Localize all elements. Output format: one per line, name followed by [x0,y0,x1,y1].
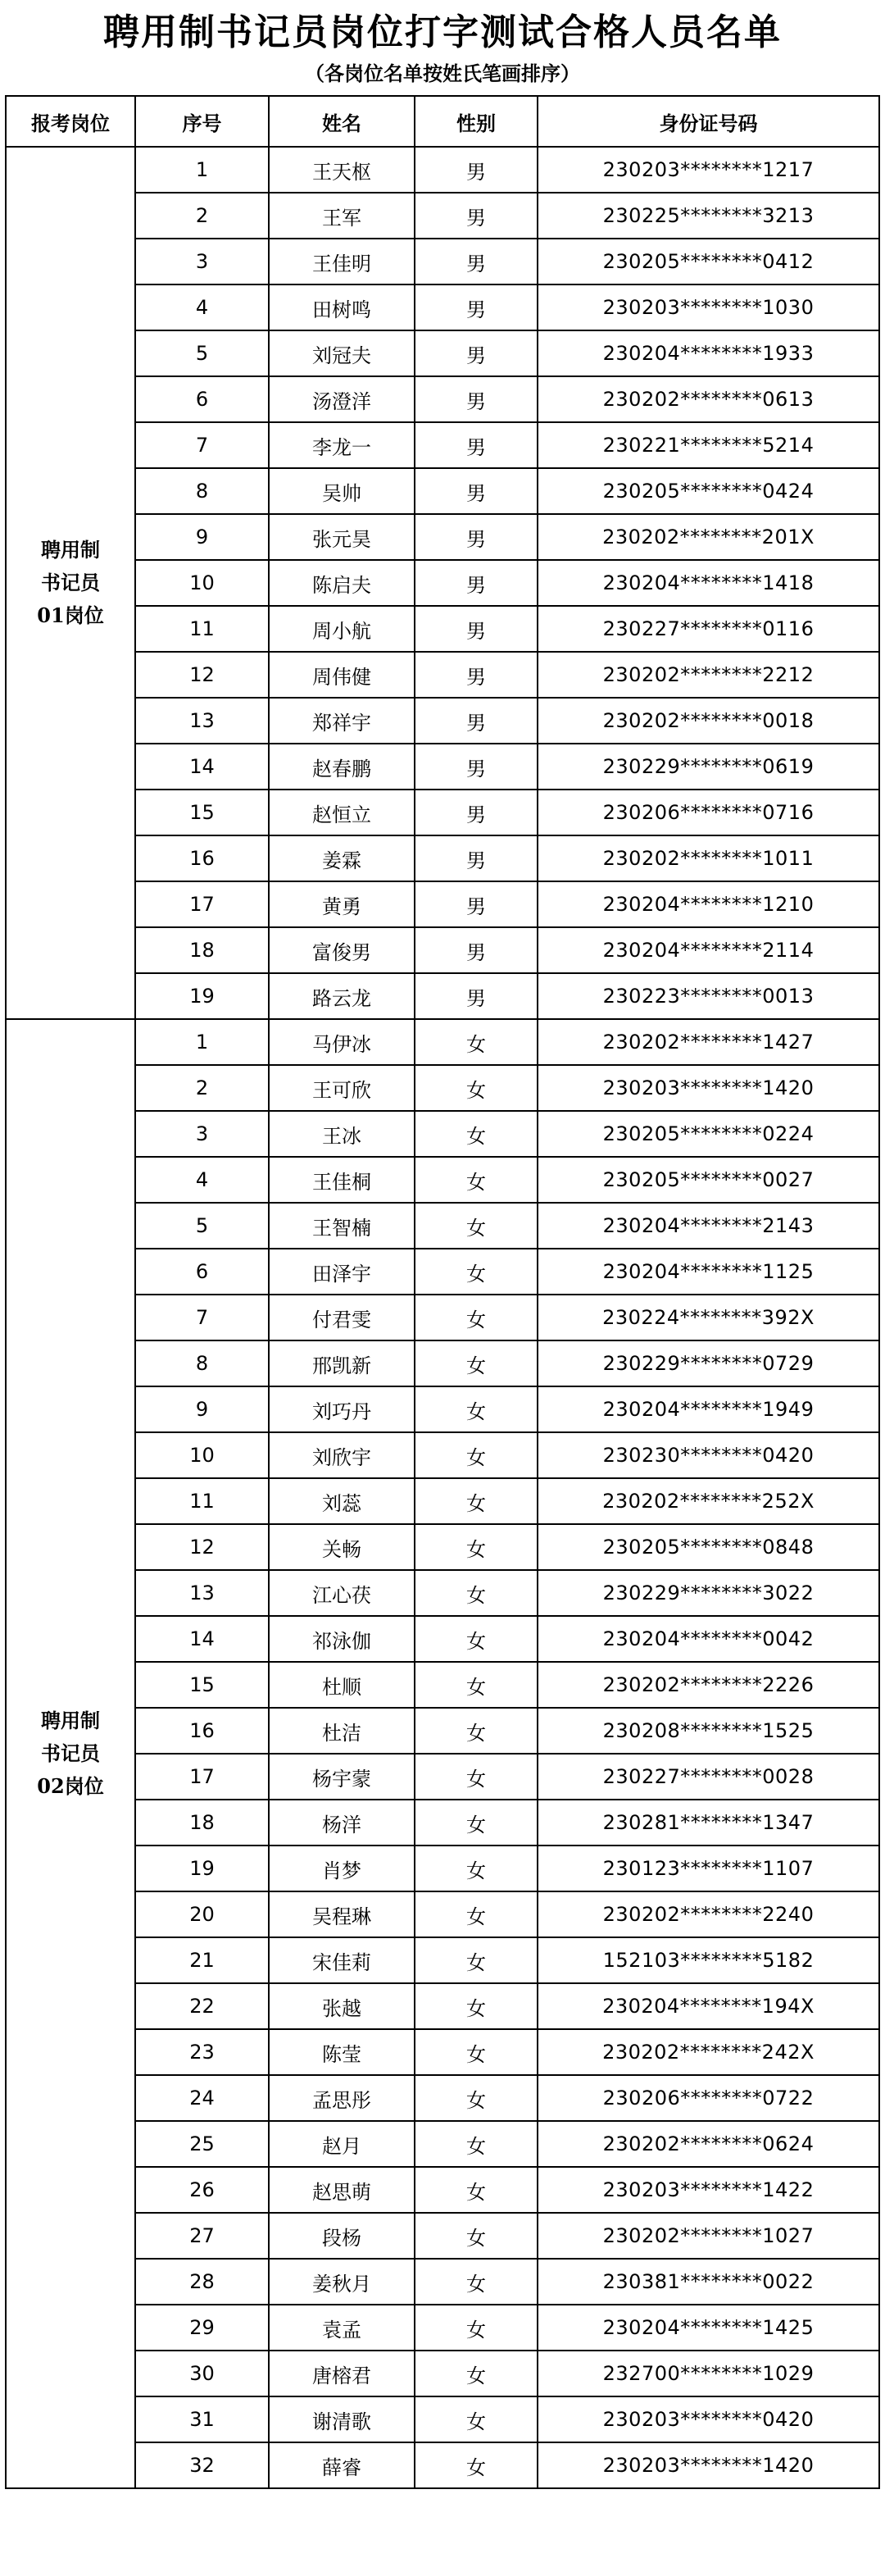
table-row [6,973,879,1019]
header-name: 姓名 [269,96,415,147]
table-row [6,927,879,973]
gender-cell: 女 [415,1203,538,1249]
seq-cell: 4 [135,1157,269,1203]
table-row [6,1570,879,1616]
id-number-cell: 230202********2240 [538,1891,879,1937]
name-cell: 刘蕊 [269,1478,415,1524]
table-row [6,2305,879,2351]
id-number-cell: 230204********1933 [538,330,879,376]
gender-cell: 女 [415,1800,538,1846]
gender-cell: 女 [415,2351,538,2396]
name-cell: 汤澄洋 [269,376,415,422]
seq-cell: 15 [135,1662,269,1708]
seq-cell: 32 [135,2442,269,2488]
name-cell: 孟思彤 [269,2075,415,2121]
gender-cell: 男 [415,973,538,1019]
gender-cell: 男 [415,835,538,881]
name-cell: 赵月 [269,2121,415,2167]
id-number-cell: 152103********5182 [538,1937,879,1983]
name-cell: 富俊男 [269,927,415,973]
table-row [6,2259,879,2305]
id-number-cell: 230204********1425 [538,2305,879,2351]
seq-cell: 20 [135,1891,269,1937]
table-row [6,1249,879,1295]
seq-cell: 31 [135,2396,269,2442]
name-cell: 杜顺 [269,1662,415,1708]
seq-cell: 29 [135,2305,269,2351]
id-number-cell: 230203********1422 [538,2167,879,2213]
table-row [6,2167,879,2213]
table-row [6,1616,879,1662]
id-number-cell: 230204********194X [538,1983,879,2029]
gender-cell: 女 [415,1249,538,1295]
seq-cell: 30 [135,2351,269,2396]
table-row [6,422,879,468]
table-row [6,1662,879,1708]
seq-cell: 12 [135,1524,269,1570]
id-number-cell: 230202********0624 [538,2121,879,2167]
name-cell: 王佳明 [269,239,415,284]
name-cell: 张越 [269,1983,415,2029]
name-cell: 付君雯 [269,1295,415,1340]
id-number-cell: 230203********1420 [538,2442,879,2488]
post-label-line: 聘用制 [41,1709,100,1732]
name-cell: 吴帅 [269,468,415,514]
id-number-cell: 230202********252X [538,1478,879,1524]
id-number-cell: 230224********392X [538,1295,879,1340]
gender-cell: 男 [415,239,538,284]
table-row [6,1754,879,1800]
table-row [6,2442,879,2488]
seq-cell: 25 [135,2121,269,2167]
gender-cell: 女 [415,1157,538,1203]
table-row [6,1478,879,1524]
seq-cell: 3 [135,1111,269,1157]
id-number-cell: 230205********0424 [538,468,879,514]
id-number-cell: 230202********0018 [538,698,879,744]
table-row [6,468,879,514]
name-cell: 陈启夫 [269,560,415,606]
gender-cell: 男 [415,422,538,468]
table-header [6,96,879,147]
id-number-cell: 230202********2226 [538,1662,879,1708]
seq-cell: 3 [135,239,269,284]
name-cell: 袁孟 [269,2305,415,2351]
seq-cell: 8 [135,1340,269,1386]
table-row [6,698,879,744]
name-cell: 杨宇蒙 [269,1754,415,1800]
name-cell: 王佳桐 [269,1157,415,1203]
id-number-cell: 230221********5214 [538,422,879,468]
name-cell: 王可欣 [269,1065,415,1111]
gender-cell: 女 [415,2029,538,2075]
table-row [6,2075,879,2121]
seq-cell: 7 [135,422,269,468]
name-cell: 刘欣宇 [269,1432,415,1478]
id-number-cell: 230206********0722 [538,2075,879,2121]
post-label-line: 02岗位 [37,1774,104,1798]
id-number-cell: 230281********1347 [538,1800,879,1846]
table-row [6,1203,879,1249]
id-number-cell: 230123********1107 [538,1846,879,1891]
gender-cell: 男 [415,698,538,744]
seq-cell: 5 [135,330,269,376]
table-row [6,1340,879,1386]
table-row [6,606,879,652]
seq-cell: 9 [135,1386,269,1432]
id-number-cell: 230229********3022 [538,1570,879,1616]
name-cell: 黄勇 [269,881,415,927]
gender-cell: 女 [415,1019,538,1065]
post-cell [6,1019,135,2488]
name-cell: 宋佳莉 [269,1937,415,1983]
gender-cell: 女 [415,2442,538,2488]
name-cell: 路云龙 [269,973,415,1019]
name-cell: 姜秋月 [269,2259,415,2305]
table-row [6,744,879,790]
name-cell: 周小航 [269,606,415,652]
gender-cell: 女 [415,1846,538,1891]
table-row [6,1708,879,1754]
table-row [6,881,879,927]
table-row [6,1432,879,1478]
id-number-cell: 230203********1420 [538,1065,879,1111]
gender-cell: 男 [415,790,538,835]
name-cell: 王军 [269,193,415,239]
gender-cell: 男 [415,330,538,376]
table-row [6,239,879,284]
gender-cell: 女 [415,1478,538,1524]
seq-cell: 28 [135,2259,269,2305]
table-row [6,376,879,422]
seq-cell: 9 [135,514,269,560]
name-cell: 刘巧丹 [269,1386,415,1432]
id-number-cell: 230208********1525 [538,1708,879,1754]
post-label-line: 01岗位 [37,603,104,627]
id-number-cell: 230227********0116 [538,606,879,652]
table-row [6,790,879,835]
id-number-cell: 230204********0042 [538,1616,879,1662]
name-cell: 王智楠 [269,1203,415,1249]
id-number-cell: 230202********201X [538,514,879,560]
gender-cell: 女 [415,1340,538,1386]
name-cell: 肖梦 [269,1846,415,1891]
id-number-cell: 230203********0420 [538,2396,879,2442]
gender-cell: 女 [415,1432,538,1478]
id-number-cell: 230223********0013 [538,973,879,1019]
table-row [6,1157,879,1203]
table-row [6,1891,879,1937]
header-id-number: 身份证号码 [538,96,879,147]
seq-cell: 14 [135,744,269,790]
gender-cell: 男 [415,147,538,193]
id-number-cell: 230204********1210 [538,881,879,927]
seq-cell: 8 [135,468,269,514]
id-number-cell: 230206********0716 [538,790,879,835]
id-number-cell: 232700********1029 [538,2351,879,2396]
table-row [6,2029,879,2075]
name-cell: 周伟健 [269,652,415,698]
name-cell: 田泽宇 [269,1249,415,1295]
gender-cell: 女 [415,1754,538,1800]
gender-cell: 女 [415,2305,538,2351]
name-cell: 杨洋 [269,1800,415,1846]
gender-cell: 女 [415,1708,538,1754]
gender-cell: 女 [415,2396,538,2442]
seq-cell: 12 [135,652,269,698]
table-row [6,284,879,330]
name-cell: 谢清歌 [269,2396,415,2442]
gender-cell: 女 [415,1983,538,2029]
id-number-cell: 230227********0028 [538,1754,879,1800]
seq-cell: 18 [135,1800,269,1846]
name-cell: 吴程琳 [269,1891,415,1937]
name-cell: 陈莹 [269,2029,415,2075]
seq-cell: 10 [135,560,269,606]
table-row [6,1800,879,1846]
gender-cell: 女 [415,1570,538,1616]
id-number-cell: 230204********1949 [538,1386,879,1432]
table-row [6,835,879,881]
name-cell: 赵恒立 [269,790,415,835]
seq-cell: 6 [135,1249,269,1295]
gender-cell: 女 [415,1891,538,1937]
gender-cell: 男 [415,468,538,514]
page-subtitle: （各岗位名单按姓氏笔画排序） [305,61,580,85]
name-cell: 王天枢 [269,147,415,193]
name-cell: 薛睿 [269,2442,415,2488]
post-label-line: 书记员 [41,1741,100,1765]
table-row [6,1295,879,1340]
seq-cell: 18 [135,927,269,973]
id-number-cell: 230230********0420 [538,1432,879,1478]
id-number-cell: 230225********3213 [538,193,879,239]
id-number-cell: 230204********1418 [538,560,879,606]
table-row [6,1019,879,1065]
name-cell: 祁泳伽 [269,1616,415,1662]
gender-cell: 女 [415,1616,538,1662]
table-row [6,330,879,376]
id-number-cell: 230205********0027 [538,1157,879,1203]
seq-cell: 17 [135,881,269,927]
gender-cell: 男 [415,606,538,652]
gender-cell: 女 [415,1524,538,1570]
gender-cell: 男 [415,284,538,330]
table-row [6,1846,879,1891]
name-cell: 张元昊 [269,514,415,560]
seq-cell: 10 [135,1432,269,1478]
seq-cell: 27 [135,2213,269,2259]
id-number-cell: 230202********1027 [538,2213,879,2259]
id-number-cell: 230203********1217 [538,147,879,193]
id-number-cell: 230202********1427 [538,1019,879,1065]
seq-cell: 24 [135,2075,269,2121]
table-row [6,560,879,606]
name-cell: 马伊冰 [269,1019,415,1065]
seq-cell: 1 [135,1019,269,1065]
gender-cell: 女 [415,1386,538,1432]
roster-table [5,95,880,2489]
seq-cell: 17 [135,1754,269,1800]
name-cell: 杜洁 [269,1708,415,1754]
table-row [6,1386,879,1432]
gender-cell: 男 [415,927,538,973]
id-number-cell: 230204********2143 [538,1203,879,1249]
name-cell: 唐榕君 [269,2351,415,2396]
seq-cell: 19 [135,973,269,1019]
id-number-cell: 230202********242X [538,2029,879,2075]
name-cell: 江心茯 [269,1570,415,1616]
name-cell: 邢凯新 [269,1340,415,1386]
name-cell: 赵思萌 [269,2167,415,2213]
name-cell: 赵春鹏 [269,744,415,790]
table-row [6,2351,879,2396]
table-body [6,147,879,2488]
header-gender: 性别 [415,96,538,147]
table-row [6,1937,879,1983]
seq-cell: 2 [135,1065,269,1111]
id-number-cell: 230229********0619 [538,744,879,790]
id-number-cell: 230202********1011 [538,835,879,881]
gender-cell: 男 [415,193,538,239]
gender-cell: 男 [415,744,538,790]
gender-cell: 女 [415,1295,538,1340]
table-row [6,1065,879,1111]
seq-cell: 5 [135,1203,269,1249]
table-row [6,147,879,193]
name-cell: 田树鸣 [269,284,415,330]
gender-cell: 女 [415,1111,538,1157]
seq-cell: 26 [135,2167,269,2213]
gender-cell: 女 [415,2075,538,2121]
id-number-cell: 230202********0613 [538,376,879,422]
table-row [6,1983,879,2029]
name-cell: 刘冠夫 [269,330,415,376]
gender-cell: 男 [415,376,538,422]
name-cell: 郑祥宇 [269,698,415,744]
header-post: 报考岗位 [6,96,135,147]
seq-cell: 2 [135,193,269,239]
gender-cell: 女 [415,2213,538,2259]
seq-cell: 6 [135,376,269,422]
seq-cell: 14 [135,1616,269,1662]
post-label-line: 书记员 [41,571,100,594]
id-number-cell: 230202********2212 [538,652,879,698]
post-label-line: 聘用制 [41,538,100,562]
id-number-cell: 230381********0022 [538,2259,879,2305]
table-row [6,1111,879,1157]
name-cell: 关畅 [269,1524,415,1570]
seq-cell: 11 [135,1478,269,1524]
seq-cell: 22 [135,1983,269,2029]
seq-cell: 7 [135,1295,269,1340]
gender-cell: 男 [415,881,538,927]
seq-cell: 16 [135,1708,269,1754]
gender-cell: 女 [415,1662,538,1708]
gender-cell: 男 [415,560,538,606]
seq-cell: 16 [135,835,269,881]
name-cell: 姜霖 [269,835,415,881]
gender-cell: 女 [415,1937,538,1983]
seq-cell: 21 [135,1937,269,1983]
id-number-cell: 230205********0848 [538,1524,879,1570]
gender-cell: 女 [415,2121,538,2167]
seq-cell: 4 [135,284,269,330]
seq-cell: 13 [135,698,269,744]
gender-cell: 男 [415,514,538,560]
name-cell: 王冰 [269,1111,415,1157]
gender-cell: 女 [415,1065,538,1111]
seq-cell: 13 [135,1570,269,1616]
table-row [6,2121,879,2167]
table-row [6,652,879,698]
id-number-cell: 230204********2114 [538,927,879,973]
seq-cell: 15 [135,790,269,835]
gender-cell: 女 [415,2259,538,2305]
seq-cell: 19 [135,1846,269,1891]
seq-cell: 1 [135,147,269,193]
seq-cell: 11 [135,606,269,652]
table-row [6,514,879,560]
header-row [6,96,879,147]
gender-cell: 男 [415,652,538,698]
table-row [6,193,879,239]
table-row [6,2213,879,2259]
table-row [6,1524,879,1570]
id-number-cell: 230204********1125 [538,1249,879,1295]
header-seq: 序号 [135,96,269,147]
table-row [6,2396,879,2442]
id-number-cell: 230205********0412 [538,239,879,284]
id-number-cell: 230203********1030 [538,284,879,330]
name-cell: 李龙一 [269,422,415,468]
id-number-cell: 230229********0729 [538,1340,879,1386]
seq-cell: 23 [135,2029,269,2075]
post-cell [6,147,135,1019]
page-title: 聘用制书记员岗位打字测试合格人员名单 [103,11,782,53]
name-cell: 段杨 [269,2213,415,2259]
gender-cell: 女 [415,2167,538,2213]
id-number-cell: 230205********0224 [538,1111,879,1157]
